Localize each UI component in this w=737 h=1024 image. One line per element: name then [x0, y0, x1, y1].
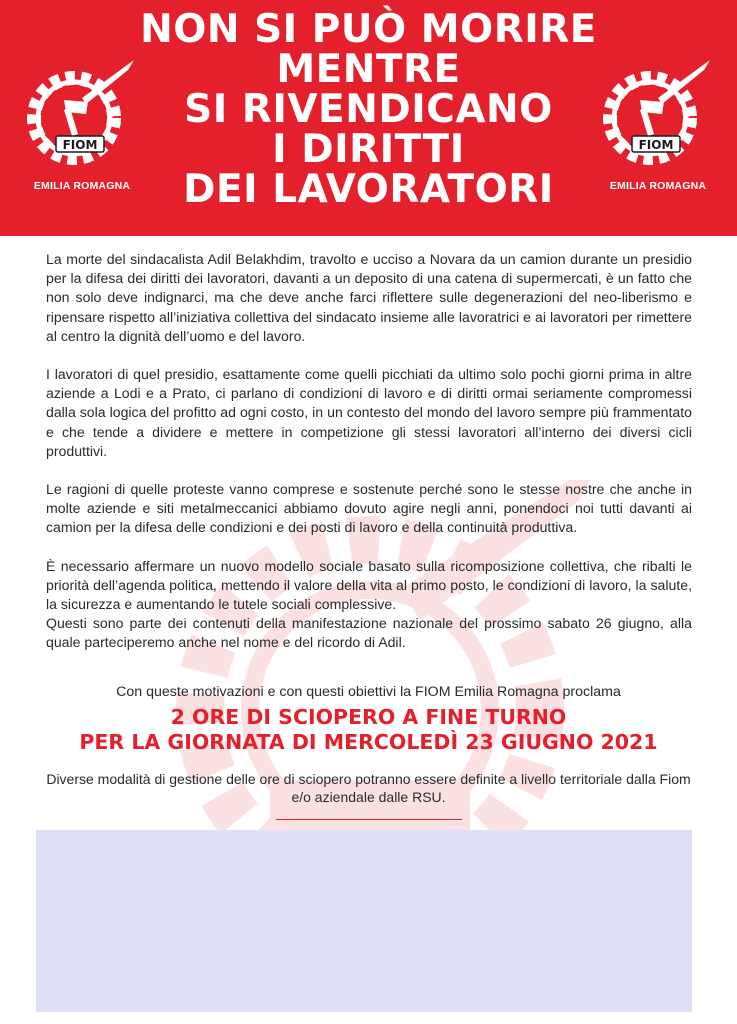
strike-note: Diverse modalità di gestione delle ore di sciopero potranno essere definite a livello territoriale dalla Fiom e/o aziendale dalle RSU.: [46, 771, 691, 805]
fiom-gear-hammer-icon: [22, 58, 142, 178]
divider: [276, 819, 462, 820]
body-paragraph: I lavoratori di quel presidio, esattamente come quelli picchiati da ultimo solo pochi giorni prima in altre aziende a Lodi e a Prato, ci parlano di condizioni di lavoro e di diritti ormai seriamente compromessi dalla sola logica del profitto ad ogni costo, in un contesto del mondo del lavoro sempre più frammentato e che tende a dividere e mettere in competizione gli stessi lavoratori all’interno dei diversi cicli produttivi.: [46, 366, 692, 459]
proclamation-text: Con queste motivazioni e con questi obiettivi la FIOM Emilia Romagna proclama: [116, 684, 621, 700]
page-title: [130, 7, 607, 212]
strike-hours: 2 ORE DI SCIOPERO A FINE TURNO: [170, 705, 567, 729]
logo-region-label: EMILIA ROMAGNA: [33, 180, 131, 192]
body-paragraph: Questi sono parte dei contenuti della manifestazione nazionale del prossimo sabato 26 giugno, alla quale parteciperemo anche nel nome e del ricordo di Adil.: [46, 615, 692, 651]
svg-text:FIOM: FIOM: [62, 138, 98, 152]
body-paragraph: È necessario affermare un nuovo modello sociale basato sulla ricomposizione collettiva, che ribalti le priorità dell’agenda politica, mettendo il valore della vita al primo posto, le condizioni di lavoro, la salute, la sicurezza e aumentando le tutele sociali complessive.: [46, 557, 692, 613]
title-line: MENTRE: [276, 47, 461, 92]
svg-text:FIOM: FIOM: [638, 138, 674, 152]
header-banner: [0, 0, 737, 236]
title-line: SI RIVENDICANO: [184, 87, 553, 132]
strike-date: PER LA GIORNATA DI MERCOLEDÌ 23 GIUGNO 2021: [79, 730, 658, 754]
fiom-logo-left: [22, 58, 142, 200]
body-paragraph: Le ragioni di quelle proteste vanno comprese e sostenute perché sono le stesse nostre che anche in molte aziende e siti metalmeccanici abbiamo dovuto agire negli anni, ponendoci noi tutti davanti ai camion per la difesa delle condizioni e dei posti di lavoro e della continuità produttiva.: [46, 481, 692, 536]
title-line: I DIRITTI: [272, 127, 465, 172]
statement-body: [46, 250, 692, 653]
fiom-logo-right: [598, 58, 718, 200]
blank-signature-box: [36, 830, 692, 1012]
strike-announcement: [40, 705, 697, 755]
logo-region-label: EMILIA ROMAGNA: [609, 180, 707, 192]
body-paragraph: La morte del sindacalista Adil Belakhdim, travolto e ucciso a Novara da un camion durante un presidio per la difesa dei diritti dei lavoratori, davanti a un deposito di una catena di supermercati, è un fatto che non solo deve indignarci, ma che deve anche farci riflettere sulle degenerazioni del neo-liberismo e ripensare rispetto all’iniziativa collettiva del sindacato insieme alle lavoratrici e ai lavoratori per rimettere al centro la dignità dell’uomo e del lavoro.: [46, 251, 692, 344]
title-line: NON SI PUÒ MORIRE: [140, 7, 597, 52]
fiom-gear-hammer-icon: [598, 58, 718, 178]
title-line: DEI LAVORATORI: [183, 167, 554, 212]
